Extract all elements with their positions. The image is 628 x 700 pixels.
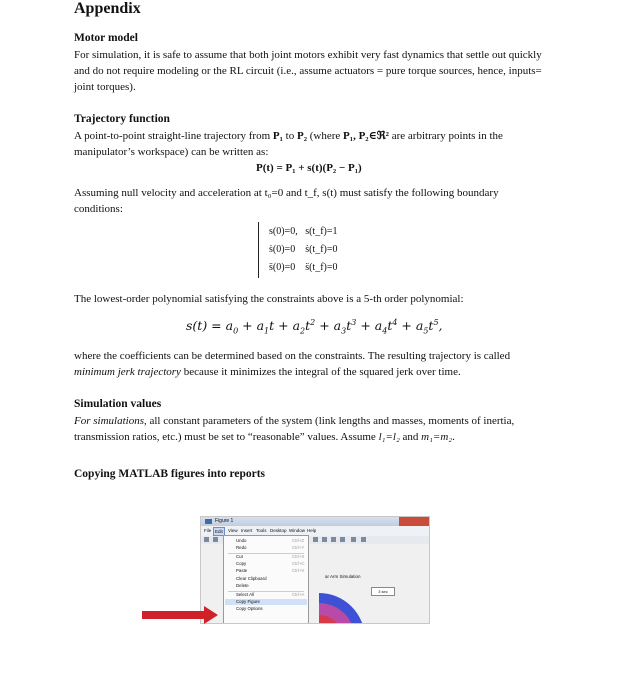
edit-menu-item[interactable]: Cut (236, 554, 243, 559)
trajectory-intro: A point-to-point straight-line trajectory from P₁ to P₂ (where P₁, P₂∈ℜ² are arbitrary points in the manipulator’s workspace) can be written as: (74, 130, 503, 158)
menu-bar (201, 527, 429, 535)
toolbar-icon[interactable] (204, 537, 209, 542)
arm-plot (311, 589, 429, 624)
menu-shortcut: Ctrl+X (292, 554, 305, 559)
toolbar-icon[interactable] (331, 537, 336, 542)
boundary-conditions (258, 222, 379, 278)
polynomial-text: The lowest-order polynomial satisfying the constraints above is a 5-th order polynomial: (74, 293, 464, 305)
menu-view[interactable]: View (228, 528, 238, 533)
toolbar-icon[interactable] (213, 537, 218, 542)
toolbar-icon[interactable] (351, 537, 356, 542)
condition-row: ṡ(0)=0 ṡ(t_f)=0 (269, 244, 338, 255)
simulation-paragraph: For simulations, all constant parameters of the system (link lengths and masses, moments of inertia, transmission ratios, etc.) must be set to “reasonable” values. Assume l₁=l₂ and m₁=m₂. (74, 415, 515, 443)
toolbar-icon[interactable] (313, 537, 318, 542)
menu-shortcut: Ctrl+V (292, 568, 305, 573)
condition-row: s(0)=0, s(t_f)=1 (269, 226, 338, 237)
condition-row: s̈(0)=0 s̈(t_f)=0 (269, 262, 338, 273)
menu-edit[interactable]: Edit (215, 529, 223, 534)
edit-menu-item[interactable]: Copy Options (236, 606, 263, 611)
motor-model-title: Motor model (74, 32, 138, 44)
edit-menu-item[interactable]: Paste (236, 568, 248, 573)
menu-shortcut: Ctrl+A (292, 592, 305, 597)
menu-desktop[interactable]: Desktop (270, 528, 287, 533)
matlab-figure-icon (205, 519, 212, 524)
window-title: Figure 1 (215, 518, 234, 524)
simulation-values-title: Simulation values (74, 398, 162, 410)
menu-tools[interactable]: Tools (256, 528, 267, 533)
toolbar-icon[interactable] (340, 537, 345, 542)
plot-title: ar Arm Simulation (325, 574, 361, 579)
menu-window[interactable]: Window (289, 528, 306, 533)
edit-menu-item[interactable]: Copy Figure (236, 599, 260, 604)
edit-menu-item[interactable]: Select All (236, 592, 255, 597)
plot-legend: 3 sec (371, 587, 395, 596)
polynomial-equation: $s(t) = a_0 + a_1t + a_2t^2 + a_3t^3 + a_4t^4 + a_5t^5$, (186, 318, 443, 336)
edit-menu-item[interactable]: Redo (236, 545, 247, 550)
edit-menu-item[interactable]: Undo (236, 538, 247, 543)
arm-sweep (319, 593, 365, 624)
boundary-text: Assuming null velocity and acceleration at t₀=0 and t_f, s(t) must satisfy the following boundary conditions: (74, 187, 499, 215)
edit-menu-item[interactable]: Delete (236, 583, 249, 588)
window-controls (399, 517, 429, 526)
copying-figures-title: Copying MATLAB figures into reports (74, 468, 266, 480)
menu-insert[interactable]: Insert (241, 528, 253, 533)
menu-help[interactable]: Help (307, 528, 317, 533)
red-arrow-pointer (142, 606, 222, 624)
edit-menu-item[interactable]: Copy (236, 561, 247, 566)
motor-model-paragraph: For simulation, it is safe to assume that both joint motors exhibit very fast dynamics that settle out quickly and do not require modeling or the RL circuit (i.e., assume actuators = pure torque sources, hence, inputs= joint torques). (74, 49, 542, 93)
appendix-heading: Appendix (74, 0, 141, 17)
coefficient-paragraph: where the coefficients can be determined based on the constraints. The resulting trajectory is called minimum jerk trajectory because it minimizes the integral of the squared jerk over time. (74, 350, 511, 378)
menu-shortcut: Ctrl+Z (292, 538, 305, 543)
trajectory-title: Trajectory function (74, 113, 170, 125)
edit-menu-dropdown (223, 535, 309, 624)
toolbar-icon[interactable] (361, 537, 366, 542)
menu-file[interactable]: File (204, 528, 212, 533)
menu-shortcut: Ctrl+C (292, 561, 305, 566)
menu-shortcut: Ctrl+Y (292, 545, 305, 550)
toolbar-icon[interactable] (322, 537, 327, 542)
edit-menu-item[interactable]: Clear Clipboard (236, 576, 267, 581)
trajectory-equation: P(t) = P₁ + s(t)(P₂ − P₁) (256, 162, 362, 174)
window-titlebar (201, 517, 429, 526)
matlab-screenshot (200, 516, 430, 624)
